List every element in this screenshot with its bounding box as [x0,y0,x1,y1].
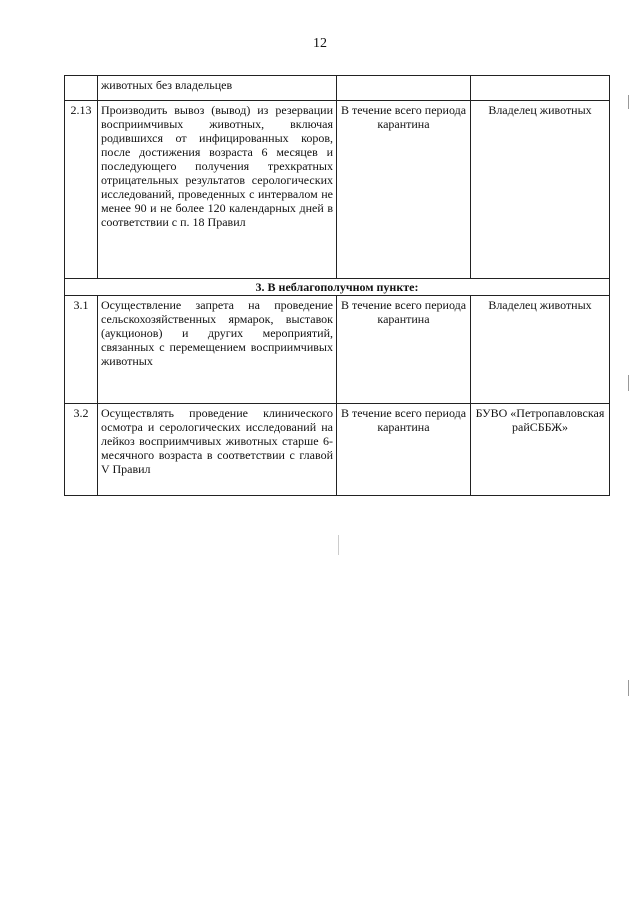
table-row [65,404,610,496]
responsible-cell: Владелец животных [471,101,610,279]
scan-mark [628,375,629,391]
action-cell: животных без владельцев [98,76,337,101]
table-row [65,101,610,279]
term-cell [337,76,471,101]
scan-mark [628,680,629,696]
responsible-cell [471,76,610,101]
term-cell: В течение всего периода карантина [337,101,471,279]
term-cell: В течение всего периода карантина [337,404,471,496]
page-number: 12 [313,36,327,51]
measures-table [64,75,610,496]
responsible-cell: Владелец животных [471,296,610,404]
action-cell: Осуществлять проведение клинического осмотра и серологических исследований на лейкоз восприимчивых животных старше 6-месячного возраста в соответствии с главой V Правил [98,404,337,496]
action-cell: Производить вывоз (вывод) из резервации восприимчивых животных, включая родившихся от инфицированных коров, после достижения возраста 6 месяцев и последующего получения трехкратных отрицательных результатов серологических исследований, проведенных с интервалом не менее 90 и не более 120 календарных дней в соответствии с п. 18 Правил [98,101,337,279]
responsible-cell: БУВО «Петропавловская райСББЖ» [471,404,610,496]
scan-mark [628,95,629,109]
table-row [65,76,610,101]
table-row [65,296,610,404]
row-number [65,76,98,101]
scan-mark [338,535,339,555]
term-cell: В течение всего периода карантина [337,296,471,404]
section-header-row [65,279,610,296]
action-cell: Осуществление запрета на проведение сельскохозяйственных ярмарок, выставок (аукционов) и других мероприятий, связанных с перемещением восприимчивых животных [98,296,337,404]
row-number: 2.13 [65,101,98,279]
row-number: 3.1 [65,296,98,404]
row-number: 3.2 [65,404,98,496]
section-title: 3. В неблагополучном пункте: [65,279,610,296]
